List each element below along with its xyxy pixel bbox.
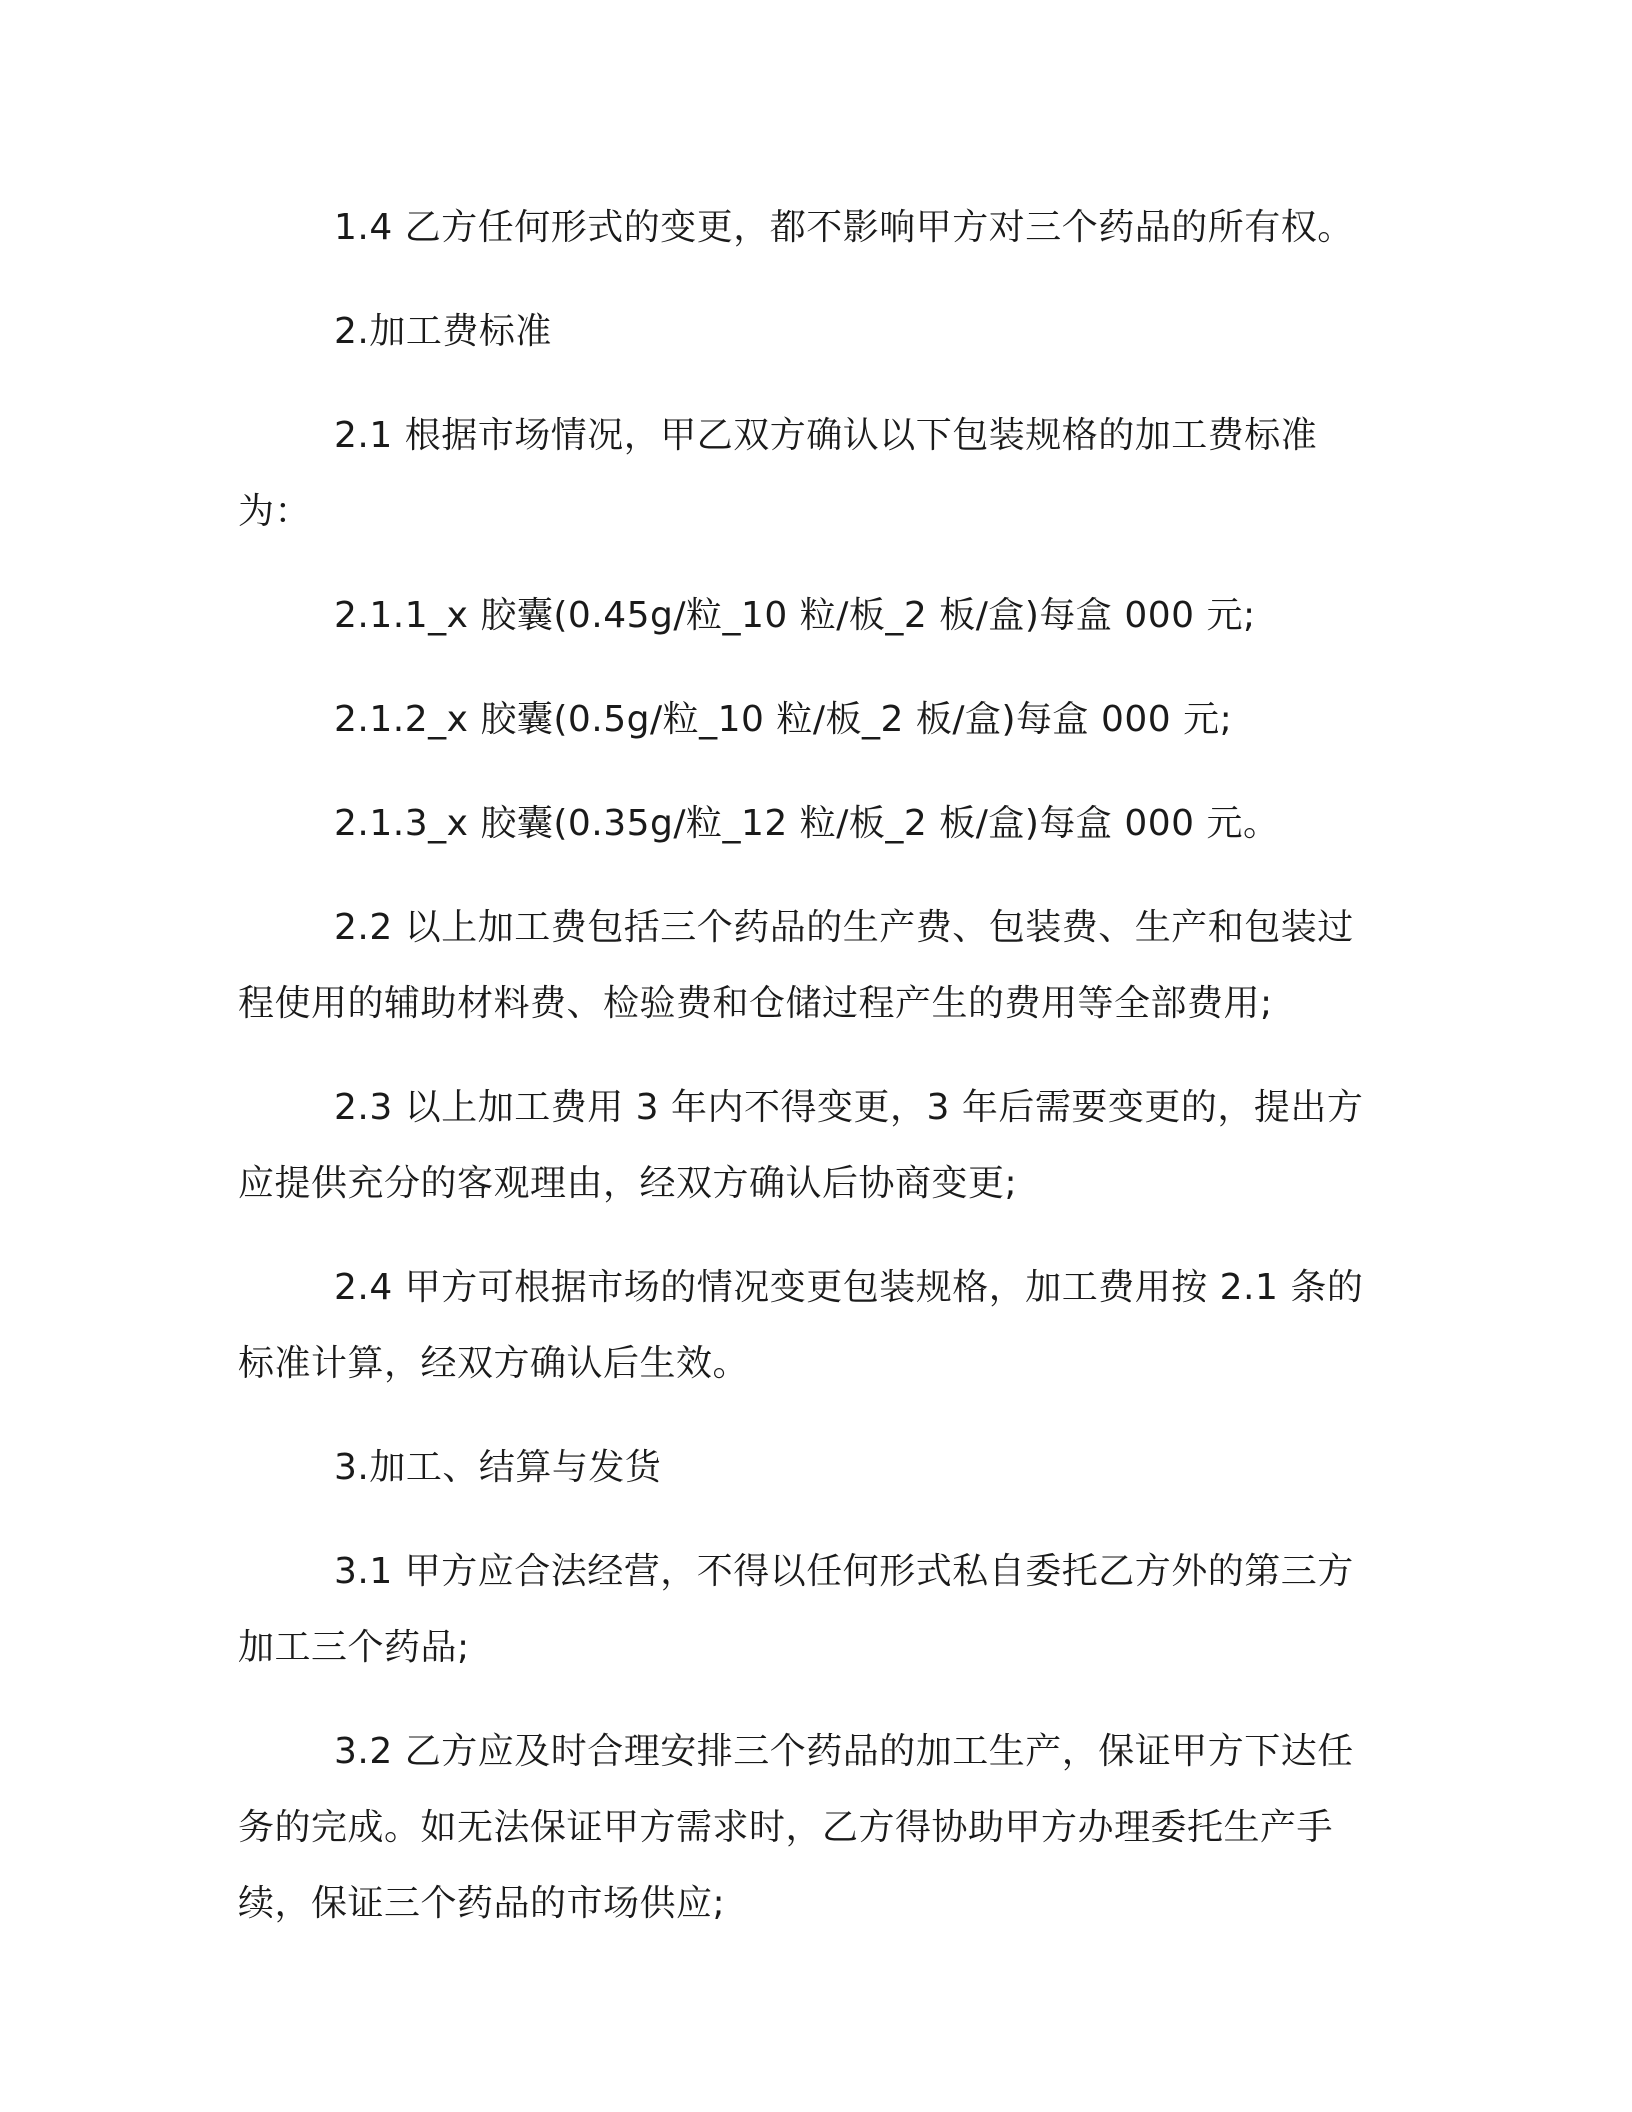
paragraph-2-2: 2.2 以上加工费包括三个药品的生产费、包装费、生产和包装过程使用的辅助材料费、检验费和仓储过程产生的费用等全部费用; [238,907,1354,1024]
paragraph-2-4: 2.4 甲方可根据市场的情况变更包装规格，加工费用按 2.1 条的标准计算，经双方确认后生效。 [238,1267,1364,1384]
paragraph-3-2: 3.2 乙方应及时合理安排三个药品的加工生产，保证甲方下达任务的完成。如无法保证甲方需求时，乙方得协助甲方办理委托生产手续，保证三个药品的市场供应; [238,1731,1354,1924]
paragraph-2-1: 2.1 根据市场情况，甲乙双方确认以下包装规格的加工费标准为： [238,415,1318,532]
paragraph-2-1-1: 2.1.1_x 胶囊(0.45g/粒_10 粒/板_2 板/盒)每盒 000 元; [334,595,1256,636]
section-heading-3: 3.加工、结算与发货 [334,1447,662,1488]
paragraph-3-1: 3.1 甲方应合法经营，不得以任何形式私自委托乙方外的第三方加工三个药品; [238,1551,1354,1668]
document-body [238,190,1378,1942]
section-heading-2: 2.加工费标准 [334,311,552,352]
paragraph-2-1-3: 2.1.3_x 胶囊(0.35g/粒_12 粒/板_2 板/盒)每盒 000 元。 [334,803,1280,844]
paragraph-2-1-2: 2.1.2_x 胶囊(0.5g/粒_10 粒/板_2 板/盒)每盒 000 元; [334,699,1233,740]
paragraph-1-4: 1.4 乙方任何形式的变更，都不影响甲方对三个药品的所有权。 [334,207,1354,248]
paragraph-2-3: 2.3 以上加工费用 3 年内不得变更，3 年后需要变更的，提出方应提供充分的客观理由，经双方确认后协商变更; [238,1087,1364,1204]
